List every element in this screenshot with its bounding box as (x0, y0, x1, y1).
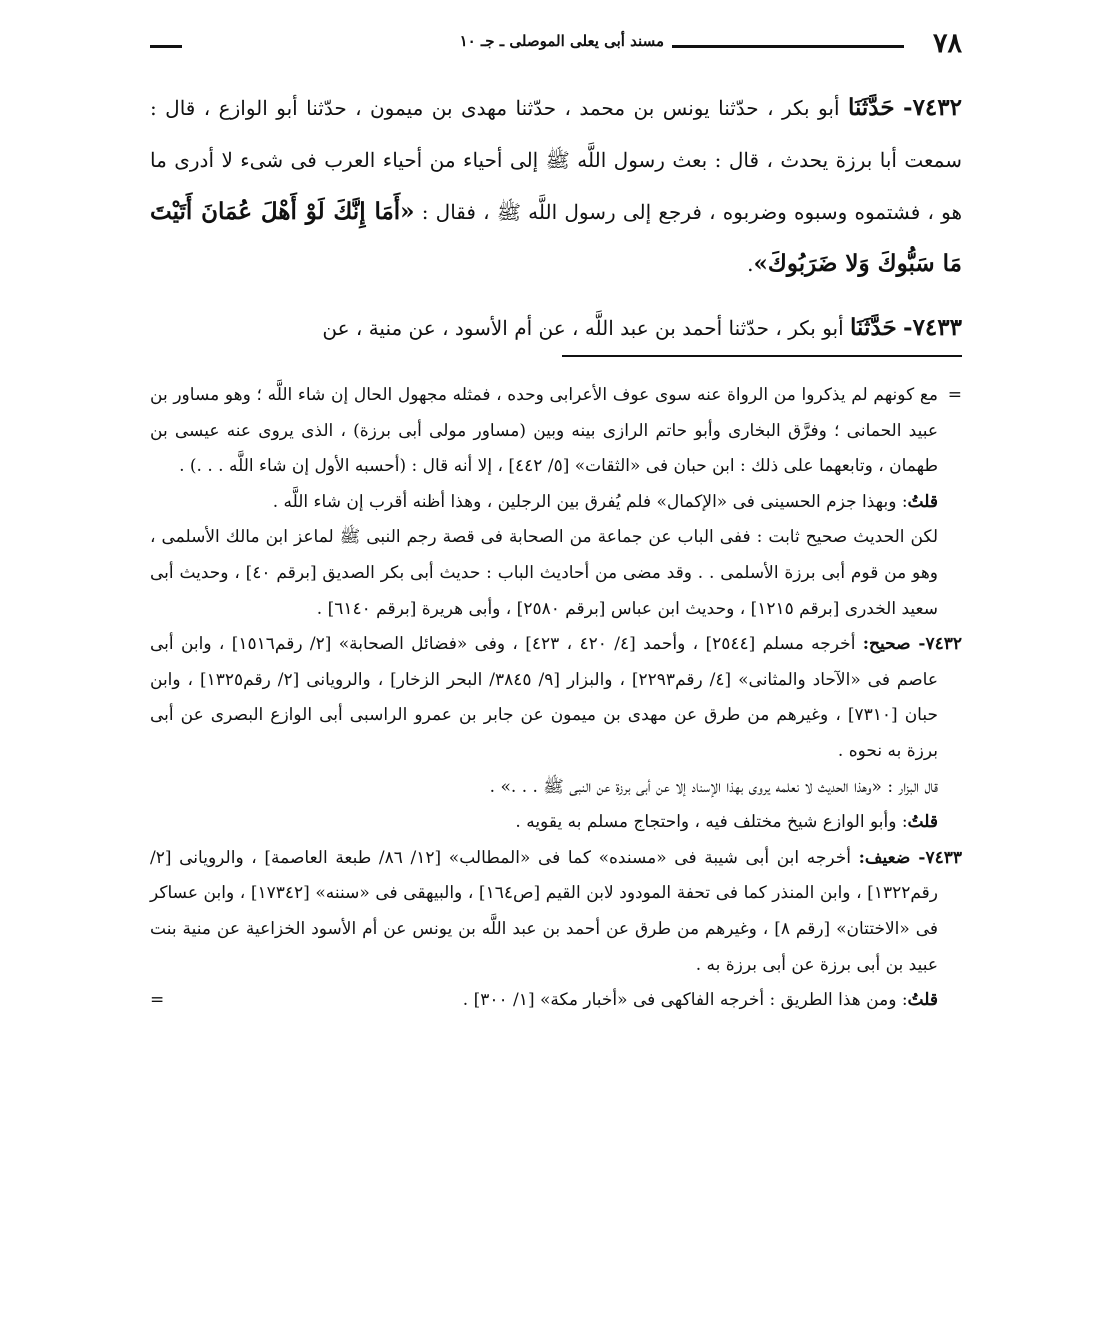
note-label: ٧٤٣٢- صحيح: (862, 634, 963, 655)
note-qult-1 (150, 485, 962, 521)
note-text: مع كونهم لم يذكروا من الرواة عنه سوى عوف الأعرابى وحده ، فمثله مجهول الحال إن شاء اللَّه ؛ وهو مساور بن عبيد الحمانى ؛ وفرَّق البخارى وأبو حاتم الرازى بينه وبين (مساور مولى أبى برزة) ، الذى يروى عنه عيسى بن طهمان ، وتابعهما على ذلك : ابن حبان فى «الثقات» [٥/ ٤٤٢] ، إلا أنه قال : (أحسبه الأول إن شاء اللَّه . . .) . (150, 385, 938, 477)
hadith-text: أبو بكر ، حدّثنا يونس بن محمد ، حدّثنا مهدى بن ميمون ، حدّثنا أبو الوازع ، قال : سمعت أبا برزة يحدث ، قال : بعث رسول اللَّه ﷺ إلى أحياء من أحياء العرب فى شىء لا أدرى ما هو ، فشتموه وسبوه وضربوه ، فرجع إلى رسول اللَّه ﷺ ، فقال : (150, 96, 963, 224)
note-text: : وأبو الوازع شيخ مختلف فيه ، واحتجاج مسلم به يقويه . (515, 812, 908, 833)
note-text: : ومن هذا الطريق : أخرجه الفاكهى فى «أخبار مكة» [١/ ٣٠٠] . (462, 990, 908, 1011)
note-7433 (150, 841, 962, 983)
note-7432 (150, 627, 962, 769)
qult-label: قلتُ (907, 990, 938, 1011)
note-continuation (150, 378, 962, 485)
hadith-number: ٧٤٣٢- (903, 94, 962, 121)
note-text: : وبهذا جزم الحسينى فى «الإكمال» فلم يُفرق بين الرجلين ، وهذا أظنه أقرب إن شاء اللَّه . (272, 491, 908, 512)
hadith-number: ٧٤٣٣- (903, 314, 962, 341)
note-text: أخرجه ابن أبى شيبة فى «مسنده» كما فى «المطالب» [١٢/ ٨٦/ طبعة العاصمة] ، والرويانى [٢/ رقم١٣٢٢] ، وابن المنذر كما فى تحفة المودود لابن القيم [ص١٦٤] ، والبيهقى فى «سننه» [١٧٣٤٢] ، وابن عساكر فى «الاختتان» [رقم ٨] ، وغيرهم من طرق عن أحمد بن عبد اللَّه بن يونس عن أم الأسود الخزاعية عن منية بنت عبيد بن أبى برزة عن أبى برزة به . (150, 847, 938, 975)
footnote-separator (562, 355, 962, 357)
haddathana: حَدَّثَنَا (847, 94, 895, 121)
continuation-marker: = (947, 385, 962, 405)
hadith-7433 (150, 302, 962, 354)
note-text: أخرجه مسلم [٢٥٤٤] ، وأحمد [٤/ ٤٢٠ ، ٤٢٣] ، وفى «فضائل الصحابة» [٢/ رقم١٥١٦] ، وابن أبى عاصم فى «الآحاد والمثانى» [٤/ رقم٢٢٩٣] ، والبزار [٩/ ٣٨٤٥/ البحر الزخار] ، والرويانى [٢/ رقم١٣٢٥] ، وابن حبان [٧٣١٠] ، وغيرهم من طرق عن مهدى بن ميمون عن جابر بن عمرو الراسبى أبى الوازع البصرى عن أبى برزة به نحوه . (150, 634, 938, 761)
note-qult-3 (150, 983, 962, 1019)
main-text (150, 82, 962, 354)
qult-label: قلتُ (907, 812, 938, 833)
hadith-text: أبو بكر ، حدّثنا أحمد بن عبد اللَّه ، عن أم الأسود ، عن منية ، عن (322, 316, 844, 340)
note-qult-2 (150, 805, 962, 841)
note-text: قال البزار : «وهذا الحديث لا نعلمه يروى بهذا الإسناد إلا عن أبى برزة عن النبى ﷺ . . .» . (489, 776, 938, 797)
book-title: مسند أبى يعلى الموصلى ـ جـ ١٠ (459, 32, 664, 50)
note-text: لكن الحديث صحيح ثابت : ففى الباب عن جماعة من الصحابة فى قصة رجم النبى ﷺ لماعز ابن مالك الأسلمى ، وهو من قوم أبى برزة الأسلمى . . وقد مضى من أحاديث الباب : حديث أبى بكر الصديق [برقم ٤٠] ، وحديث أبى سعيد الخدرى [برقم ١٢١٥] ، وحديث ابن عباس [برقم ٢٥٨٠] ، وأبى هريرة [برقم ٦١٤٠] . (150, 527, 938, 619)
hadith-quote: «أَمَا إِنَّكَ لَوْ أَهْلَ عُمَانَ أَتَيْتَ مَا سَبُّوكَ وَلا ضَرَبُوكَ» (150, 198, 962, 277)
footnotes (150, 378, 962, 1019)
note-bazzar (150, 770, 962, 806)
page-number: ٧٨ (932, 28, 962, 59)
hadith-7432 (150, 82, 962, 290)
note-label: ٧٤٣٣- ضعيف: (858, 847, 962, 868)
header-rule-right (672, 45, 904, 48)
haddathana: حَدَّثَنَا (850, 314, 897, 341)
note-lakin (150, 520, 962, 627)
hadith-end: . (747, 252, 754, 276)
running-header (150, 28, 962, 62)
continuation-marker-end: = (150, 990, 165, 1011)
header-rule-left (150, 45, 182, 48)
qult-label: قلتُ (907, 491, 938, 512)
